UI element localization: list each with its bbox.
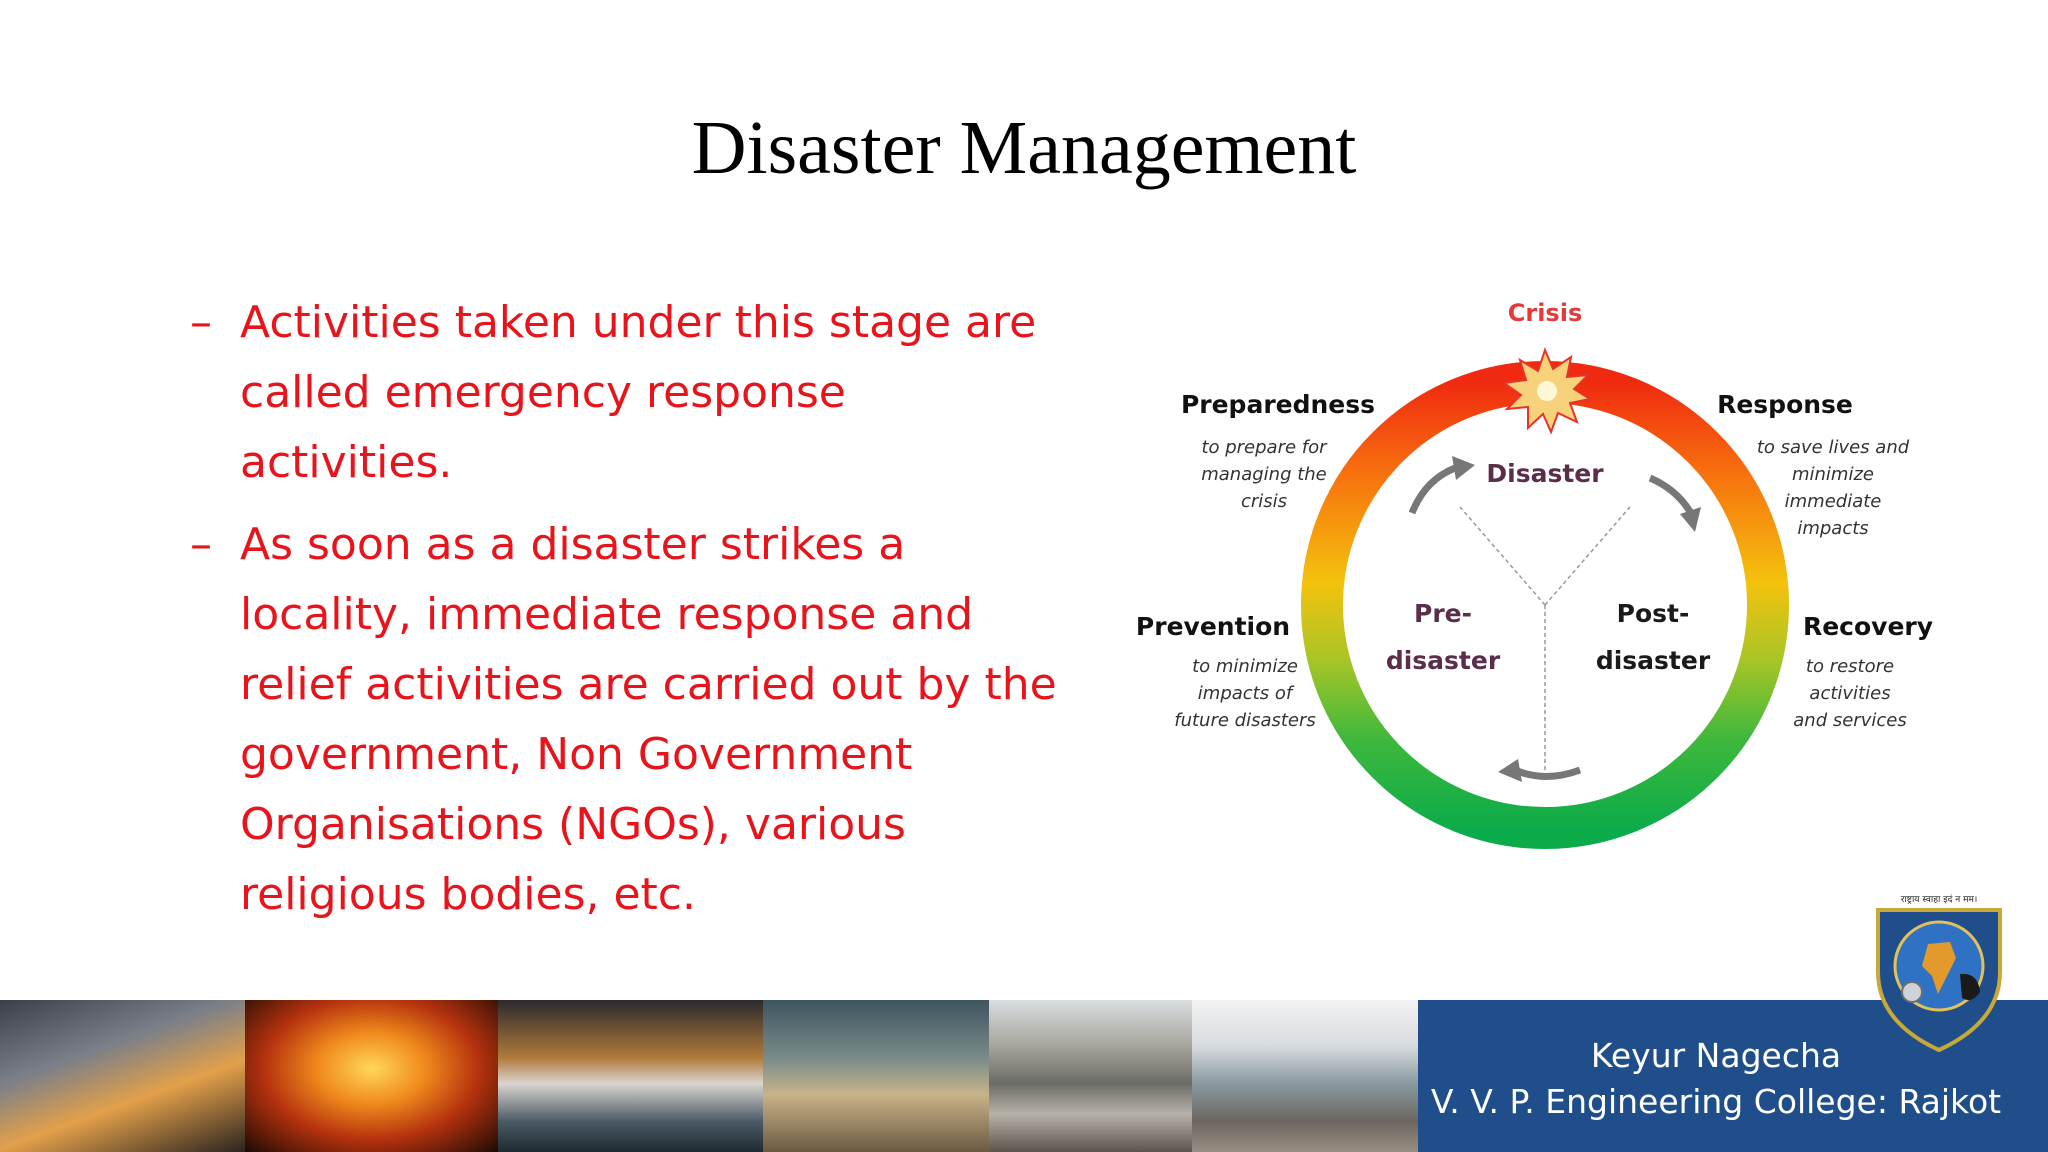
slide-title: Disaster Management [691, 106, 1357, 190]
divider-line [1545, 507, 1630, 605]
recovery-label: Recovery [1802, 612, 1934, 641]
preparedness-desc: managing the [1201, 464, 1327, 485]
bullet-text: As soon as a disaster strikes a locality, immediate response and relief activities are carried out by the government, Non Government Organisations (NGOs), various religious bodies, etc. [240, 519, 1057, 920]
tornado-photo [763, 1000, 989, 1152]
response-label: Response [1717, 390, 1853, 419]
disaster-cycle-diagram [1130, 285, 1950, 855]
response-desc: minimize [1791, 464, 1875, 485]
preparedness-desc: crisis [1240, 491, 1288, 512]
bullet-item [190, 510, 1070, 930]
recovery-desc: and services [1793, 710, 1907, 731]
response-desc: immediate [1784, 491, 1882, 512]
preparedness-desc: to prepare for [1201, 437, 1327, 458]
pre-disaster-label: Pre- [1414, 599, 1472, 628]
bullet-text: Activities taken under this stage are called emergency response activities. [240, 297, 1037, 488]
bullet-item [190, 288, 1070, 498]
preparedness-label: Preparedness [1180, 390, 1376, 419]
bullet-dash: – [190, 297, 212, 348]
bullet-dash: – [190, 519, 212, 570]
college-logo [1868, 892, 2010, 1052]
cycle-arrow-head-icon [1498, 759, 1522, 782]
response-desc: to save lives and [1756, 437, 1910, 458]
wildfire-photo [245, 1000, 498, 1152]
author-name: Keyur Nagecha [1590, 1036, 1842, 1075]
cycle-arrow-icon [1650, 478, 1692, 515]
cycle-arrow-head-icon [1680, 507, 1701, 532]
cycle-arrow-icon [1412, 468, 1455, 513]
cycle-arrow-head-icon [1452, 456, 1475, 480]
college-name: V. V. P. Engineering College: Rajkot [1430, 1082, 2002, 1121]
logo-motto: राष्ट्राय स्वाहा इदं न मम। [1900, 895, 1978, 905]
disaster-center-label: Disaster [1486, 459, 1604, 488]
divider-line [1460, 507, 1545, 605]
tsunami-wave-photo [498, 1000, 763, 1152]
logo-gear-icon [1902, 982, 1922, 1002]
pre-disaster-label: disaster [1385, 646, 1501, 675]
crisis-burst-core [1537, 381, 1557, 401]
collapsed-building-photo [1192, 1000, 1418, 1152]
recovery-desc: to restore [1805, 656, 1895, 677]
cycle-arrow-icon [1515, 770, 1580, 777]
recovery-desc: activities [1809, 683, 1891, 704]
flood-photo [989, 1000, 1192, 1152]
prevention-label: Prevention [1135, 612, 1291, 641]
crisis-label: Crisis [1507, 299, 1583, 327]
response-desc: impacts [1797, 518, 1869, 539]
footer [0, 1000, 2048, 1152]
prevention-desc: to minimize [1192, 656, 1298, 677]
bullet-list [190, 288, 1070, 942]
post-disaster-label: disaster [1595, 646, 1711, 675]
tornado-storm-photo [0, 1000, 245, 1152]
prevention-desc: future disasters [1174, 710, 1316, 731]
post-disaster-label: Post- [1616, 599, 1690, 628]
prevention-desc: impacts of [1197, 683, 1293, 704]
disaster-photo-strip [0, 1000, 1418, 1152]
